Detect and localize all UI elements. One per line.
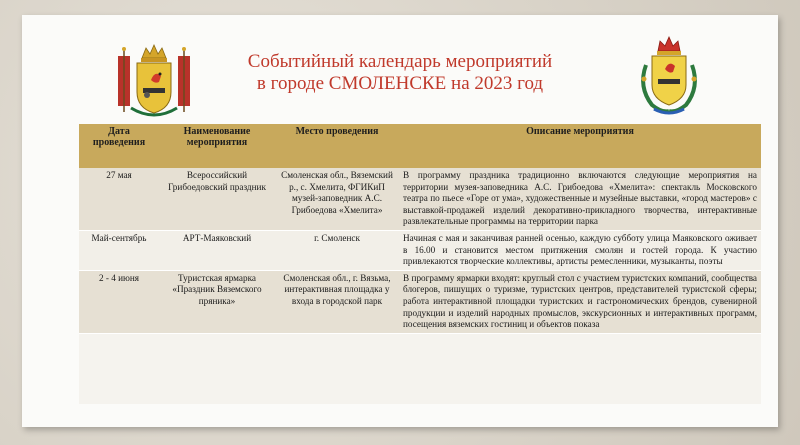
cell-name: Туристская ярмарка «Праздник Вяземского пряника» <box>159 270 275 333</box>
table-row <box>79 270 761 333</box>
table-row <box>79 230 761 270</box>
cell-name: АРТ-Маяковский <box>159 230 275 270</box>
cell-description: Начиная с мая и заканчивая ранней осенью, каждую субботу улица Маяковского оживает в 16.00 и становится местом притяжения смолян и гостей города. К участию привлекаются творческие коллективы, артисты ремесленники, музыканты, поэты <box>399 230 761 270</box>
smolensk-city-coat-of-arms-icon <box>115 42 193 118</box>
smolensk-region-coat-of-arms-icon <box>632 35 706 117</box>
column-header-place: Место проведения <box>275 124 399 168</box>
table-row <box>79 168 761 230</box>
table-header-row <box>79 124 761 168</box>
column-header-description: Описание мероприятия <box>399 124 761 168</box>
title-line-2: в городе СМОЛЕНСКЕ на 2023 год <box>256 73 544 94</box>
page-title <box>222 51 578 95</box>
events-table <box>79 124 761 404</box>
cell-description: В программу праздника традиционно включаются следующие мероприятия на территории музея-заповедника А.С. Грибоедова «Хмелита»: спектакль Московского театра по пьесе «Горе от ума», художественные и музейные выставки, «город мастеров» с выставкой-продажей изделий декоративно-прикладного творчества, интерактивные развлекательные программы на территории парка <box>399 168 761 230</box>
cell-date: Май-сентябрь <box>79 230 159 270</box>
cell-description: В программу ярмарки входят: круглый стол с участием туристских компаний, сообщества блогеров, пишущих о туризме, туристских центров, представителей туристской сферы; работа интерактивной площадки туристских и гастрономических брендов, сувенирной продукции и изделий народных промыслов, экскурсионных и интерактивных программ, посещения вяземских гостиниц и объектов показа <box>399 270 761 333</box>
slide <box>22 15 778 427</box>
cell-date: 27 мая <box>79 168 159 230</box>
cell-date: 2 - 4 июня <box>79 270 159 333</box>
title-line-1: Событийный календарь мероприятий <box>247 51 553 72</box>
cell-place: Смоленская обл., Вяземский р., с. Хмелита, ФГИКиП музей-заповедник А.С. Грибоедова «Хмелита» <box>275 168 399 230</box>
column-header-date: Дата проведения <box>79 124 159 168</box>
cell-place: г. Смоленск <box>275 230 399 270</box>
column-header-name: Наименование мероприятия <box>159 124 275 168</box>
cell-name: Всероссийский Грибоедовский праздник <box>159 168 275 230</box>
cell-place: Смоленская обл., г. Вязьма, интерактивная площадка у входа в городской парк <box>275 270 399 333</box>
